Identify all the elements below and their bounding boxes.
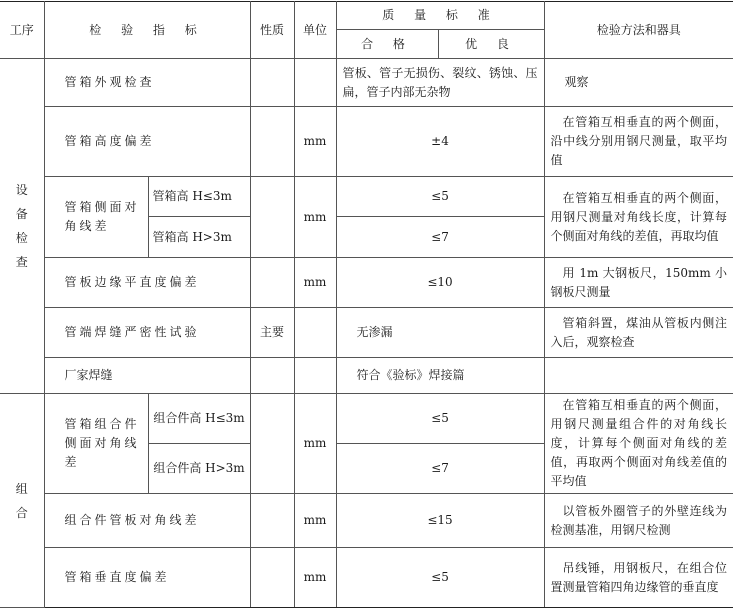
standard-cell: ≤15 bbox=[336, 494, 544, 548]
unit-cell bbox=[294, 59, 336, 107]
unit-cell: mm bbox=[294, 394, 336, 494]
method-cell: 在管箱互相垂直的两个侧面，用钢尺测量对角线长度，计算每个侧面对角线的差值，再取均值 bbox=[544, 177, 733, 258]
inspection-standard-table bbox=[0, 1, 733, 608]
table-row bbox=[0, 548, 733, 608]
nature-cell bbox=[250, 177, 294, 258]
unit-cell bbox=[294, 308, 336, 358]
unit-cell: mm bbox=[294, 107, 336, 177]
standard-cell: ±4 bbox=[336, 107, 544, 177]
group-equipment-check: 设 备 检 查 bbox=[0, 59, 44, 394]
nature-cell: 主要 bbox=[250, 308, 294, 358]
unit-cell: mm bbox=[294, 548, 336, 608]
indicator-cell: 管端焊缝严密性试验 bbox=[44, 308, 250, 358]
nature-cell bbox=[250, 258, 294, 308]
standard-cell: ≤5 bbox=[336, 548, 544, 608]
nature-cell bbox=[250, 107, 294, 177]
method-cell: 在管箱互相垂直的两个侧面，用钢尺测量组合件的对角线长度，计算每个侧面对角线的差值，再取两个侧面对角线差值的平均值 bbox=[544, 394, 733, 494]
indicator-cell: 管箱垂直度偏差 bbox=[44, 548, 250, 608]
sub-indicator-cell: 组合件高 H≤3m bbox=[148, 394, 250, 444]
header-process: 工序 bbox=[0, 2, 44, 59]
header-qualified: 合 格 bbox=[336, 30, 438, 59]
sub-indicator-cell: 组合件高 H>3m bbox=[148, 444, 250, 494]
method-cell: 以管板外圈管子的外壁连线为检测基准，用钢尺检测 bbox=[544, 494, 733, 548]
indicator-cell: 管箱侧面对角线差 bbox=[44, 177, 148, 258]
header-unit: 单位 bbox=[294, 2, 336, 59]
standard-cell: 符合《验标》焊接篇 bbox=[336, 358, 544, 394]
nature-cell bbox=[250, 548, 294, 608]
table-row bbox=[0, 358, 733, 394]
header-excellent: 优 良 bbox=[438, 30, 544, 59]
header-nature: 性质 bbox=[250, 2, 294, 59]
table-row bbox=[0, 258, 733, 308]
standard-cell: 管板、管子无损伤、裂纹、锈蚀、压扁，管子内部无杂物 bbox=[336, 59, 544, 107]
indicator-cell: 管箱组合件侧面对角线差 bbox=[44, 394, 148, 494]
method-cell: 在管箱互相垂直的两个侧面，沿中线分别用钢尺测量，取平均值 bbox=[544, 107, 733, 177]
method-cell: 吊线锤，用钢板尺，在组合位置测量管箱四角边缘管的垂直度 bbox=[544, 548, 733, 608]
indicator-cell: 管板边缘平直度偏差 bbox=[44, 258, 250, 308]
standard-cell: ≤5 bbox=[336, 177, 544, 217]
method-cell: 观察 bbox=[544, 59, 733, 107]
indicator-cell: 厂家焊缝 bbox=[44, 358, 250, 394]
header-indicator: 检 验 指 标 bbox=[44, 2, 250, 59]
nature-cell bbox=[250, 494, 294, 548]
sub-indicator-cell: 管箱高 H>3m bbox=[148, 217, 250, 258]
indicator-cell: 管箱外观检查 bbox=[44, 59, 250, 107]
standard-cell: ≤5 bbox=[336, 394, 544, 444]
unit-cell: mm bbox=[294, 494, 336, 548]
standard-cell: ≤10 bbox=[336, 258, 544, 308]
header-method: 检验方法和器具 bbox=[544, 2, 733, 59]
table-row bbox=[0, 394, 733, 444]
method-cell: 管箱斜置，煤油从管板内侧注入后，观察检查 bbox=[544, 308, 733, 358]
standard-cell: 无渗漏 bbox=[336, 308, 544, 358]
unit-cell: mm bbox=[294, 258, 336, 308]
standard-cell: ≤7 bbox=[336, 444, 544, 494]
sub-indicator-cell: 管箱高 H≤3m bbox=[148, 177, 250, 217]
standard-cell: ≤7 bbox=[336, 217, 544, 258]
table-row bbox=[0, 177, 733, 217]
indicator-cell: 组合件管板对角线差 bbox=[44, 494, 250, 548]
header-row bbox=[0, 2, 733, 30]
method-cell bbox=[544, 358, 733, 394]
nature-cell bbox=[250, 59, 294, 107]
table-row bbox=[0, 59, 733, 107]
unit-cell bbox=[294, 358, 336, 394]
method-cell: 用 1m 大钢板尺，150mm 小钢板尺测量 bbox=[544, 258, 733, 308]
nature-cell bbox=[250, 394, 294, 494]
table-row bbox=[0, 494, 733, 548]
table-row bbox=[0, 308, 733, 358]
group-assembly: 组 合 bbox=[0, 394, 44, 608]
header-quality-standard: 质 量 标 准 bbox=[336, 2, 544, 30]
indicator-cell: 管箱高度偏差 bbox=[44, 107, 250, 177]
table-row bbox=[0, 107, 733, 177]
unit-cell: mm bbox=[294, 177, 336, 258]
nature-cell bbox=[250, 358, 294, 394]
